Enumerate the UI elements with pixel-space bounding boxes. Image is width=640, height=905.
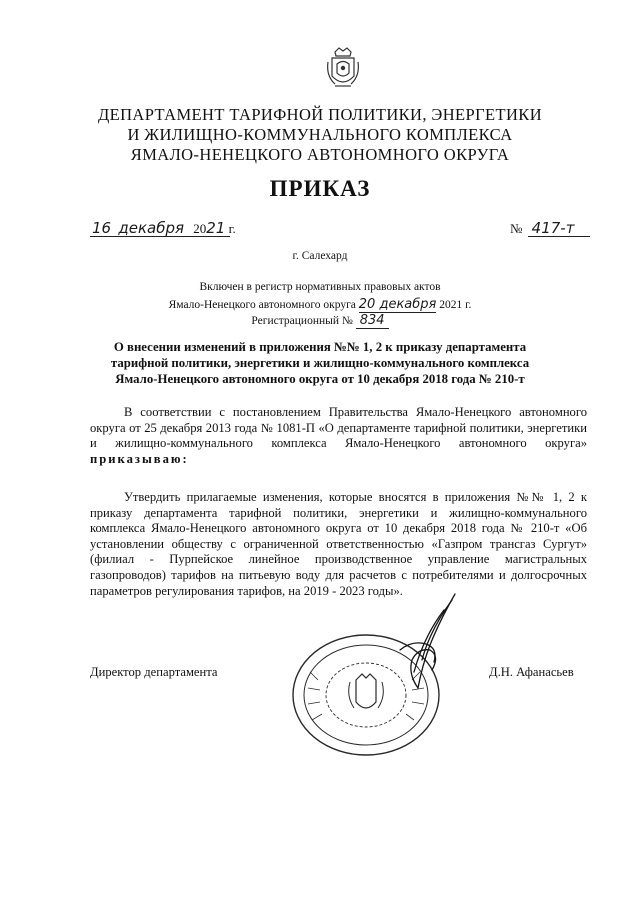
registry-line3 (0, 313, 640, 328)
document-number (510, 219, 574, 237)
city-name: г. Салехард (292, 250, 348, 262)
director-name: Д.Н. Афанасьев (489, 665, 574, 679)
registry-number: 834 (356, 313, 389, 329)
preamble-text: В соответствии с постановлением Правительства Ямало-Ненецкого автономного округа от 25 декабря 2013 года № 1081-П «О департаменте тарифной политики, энергетики и жилищно-коммунального комплекса Ямало-Ненецкого автономного округа» (90, 405, 587, 451)
body-paragraph: Утвердить прилагаемые изменения, которые вносятся в приложения №№ 1, 2 к приказу департамента тарифной политики, энергетики и жилищно-коммунального комплекса Ямало-Ненецкого автономного округа от 10 декабря 2018 года № 210-т «Об установлении обществу с ограниченной ответственностью «Газпром трансгаз Сургут» (филиал - Пурпейское линейное производственное управление магистральных газопроводов) тарифов на питьевую воду для расчетов с потребителями и долгосрочных параметров регулирования тарифов, на 2019 - 2023 годы». (90, 490, 587, 598)
handwritten-signature (360, 590, 470, 700)
date-year-prefix: 20 (193, 221, 207, 236)
preamble-paragraph (90, 405, 587, 467)
subject-line2: тарифной политики, энергетики и жилищно-коммунального комплекса (110, 356, 530, 370)
order-word: приказываю: (90, 451, 189, 466)
number-underline (528, 236, 590, 237)
subject-line3: Ямало-Ненецкого автономного округа от 10 декабря 2018 года № 210-т (115, 372, 525, 386)
director-position: Директор департамента (90, 665, 218, 679)
department-name-line2: И ЖИЛИЩНО-КОММУНАЛЬНОГО КОМПЛЕКСА (127, 125, 513, 144)
document-date (92, 219, 236, 237)
registry-line2-suffix: 2021 г. (439, 299, 472, 311)
department-name-line1: ДЕПАРТАМЕНТ ТАРИФНОЙ ПОЛИТИКИ, ЭНЕРГЕТИКИ (97, 105, 543, 124)
date-underline (90, 236, 230, 237)
number-value: 417-т (531, 219, 575, 237)
date-month: декабря (118, 219, 184, 237)
date-suffix: г. (228, 221, 236, 236)
subject-line1: О внесении изменений в приложения №№ 1, 2 к приказу департамента (113, 340, 527, 354)
number-prefix: № (510, 221, 523, 236)
registry-line2 (0, 297, 640, 312)
date-day: 16 (92, 219, 112, 237)
registry-line2-prefix: Ямало-Ненецкого автономного округа (168, 299, 356, 311)
date-year-suffix: 21 (206, 219, 226, 237)
registry-date: 20 декабря (358, 297, 437, 312)
coat-of-arms-icon (326, 46, 360, 92)
registry-line3-prefix: Регистрационный № (251, 315, 353, 327)
registry-line1: Включен в регистр нормативных правовых актов (199, 281, 441, 293)
department-name-line3: ЯМАЛО-НЕНЕЦКОГО АВТОНОМНОГО ОКРУГА (130, 145, 510, 164)
document-type-title: ПРИКАЗ (269, 176, 371, 201)
